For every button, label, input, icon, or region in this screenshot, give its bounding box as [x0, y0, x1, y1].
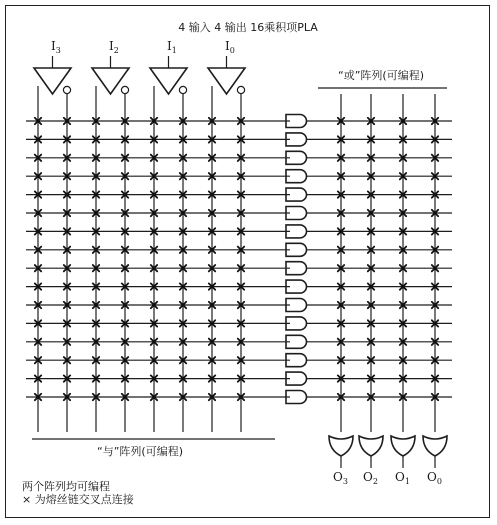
buffer-3-bubble — [179, 86, 186, 93]
diagram-title: 4 输入 4 输出 16乘积项PLA — [178, 21, 318, 34]
buffer-2-triangle — [92, 68, 129, 94]
buffer-3-triangle — [150, 68, 187, 94]
or-gate-4 — [423, 436, 447, 456]
and-array-label: “与”阵列(可编程) — [97, 445, 183, 458]
note-line-1: 两个阵列均可编程 — [22, 480, 110, 493]
and-array — [26, 110, 290, 432]
input-label-i3: $I_3$ — [51, 39, 61, 55]
buffer-1-triangle — [34, 68, 71, 94]
input-buffers — [34, 56, 245, 110]
output-label-o0: $O_0$ — [427, 470, 442, 486]
input-label-i2: $I_2$ — [109, 39, 119, 55]
or-gate-3 — [391, 436, 415, 456]
or-array-label: “或”阵列(可编程) — [338, 69, 424, 82]
note-line-2: × 为熔丝链交叉点连接 — [22, 493, 134, 506]
buffer-2-bubble — [121, 86, 128, 93]
buffer-4-triangle — [208, 68, 245, 94]
output-label-o2: $O_2$ — [363, 470, 378, 486]
or-gates — [329, 436, 447, 468]
output-label-o3: $O_3$ — [333, 470, 348, 486]
output-labels — [333, 470, 442, 486]
buffer-4-bubble — [237, 86, 244, 93]
output-label-o1: $O_1$ — [395, 470, 410, 486]
or-gate-2 — [359, 436, 383, 456]
input-label-i0: $I_0$ — [225, 39, 235, 55]
and-gates — [286, 115, 452, 404]
input-label-i1: $I_1$ — [167, 39, 177, 55]
or-gate-1 — [329, 436, 353, 456]
buffer-1-bubble — [63, 86, 70, 93]
input-labels — [51, 39, 235, 55]
or-array — [338, 94, 438, 432]
